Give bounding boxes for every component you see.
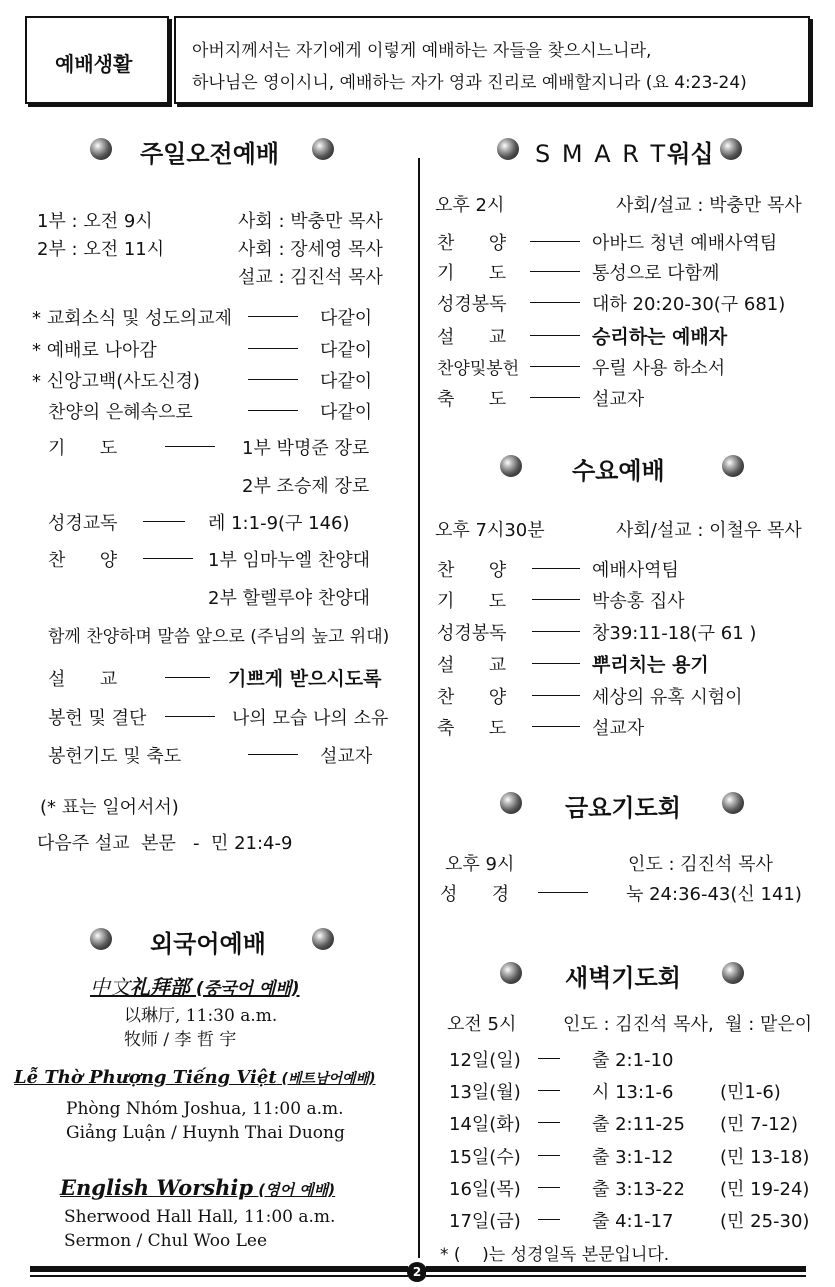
friday-scripture-label: 성 경 [440,884,510,905]
chinese-title-b: 礼拜部 [130,975,190,999]
smart-title-b: 워십 [667,140,714,168]
dawn-day: 12일(일) [449,1050,521,1071]
bullet-icon [90,138,112,160]
wed-item-value: 창39:11-18(구 61 ) [592,623,757,644]
dash [532,663,580,664]
dash [530,241,580,242]
english-pastor: Sermon / Chul Woo Lee [64,1231,268,1251]
friday-scripture: 눅 24:36-43(신 141) [626,884,802,905]
smart-item-value: 아바드 청년 예배사역팀 [592,233,778,254]
english-service-title [60,1175,335,1200]
dawn-text: 시 13:1-6 [592,1082,674,1103]
dawn-day: 16일(목) [449,1179,521,1200]
dawn-extra: (민 13-18) [720,1147,810,1168]
dash [538,892,588,893]
bullet-icon [722,962,744,984]
service-2: 2부 : 오전 11시 [37,239,165,260]
reading: 레 1:1-9(구 146) [208,513,350,534]
prayer-1: 1부 박명준 장로 [242,438,370,459]
friday-leader: 인도 : 김진석 목사 [628,854,773,875]
praise-2: 2부 할렐루야 찬양대 [208,588,370,609]
smart-item-label: 성경봉독 [437,294,507,315]
dawn-extra: (민1-6) [720,1082,781,1103]
benediction-label: 봉헌기도 및 축도 [48,746,182,767]
wed-item-label: 찬 양 [437,560,507,581]
footer-rule-right [426,1266,806,1272]
smart-title [535,134,714,169]
wed-item-value: 세상의 유혹 시험이 [592,687,743,708]
smart-item-value: 대하 20:20-30(구 681) [592,294,786,315]
smart-item-label: 축 도 [437,389,507,410]
dash [530,271,580,272]
dawn-extra: (민 7-12) [720,1114,799,1135]
chinese-title-a: 中文 [90,975,130,999]
chinese-service-title [90,971,300,1000]
column-divider [418,158,420,1258]
dash [248,410,298,411]
chinese-place: 以琳厅, 11:30 a.m. [124,1006,278,1026]
dawn-time: 오전 5시 [447,1014,517,1035]
english-place: Sherwood Hall Hall, 11:00 a.m. [64,1207,336,1227]
dawn-day: 15일(수) [449,1147,521,1168]
wednesday-title: 수요예배 [572,457,665,485]
order-item-label: * 예배로 나아감 [32,340,157,361]
footer-rule-left [30,1266,408,1272]
vietnamese-pastor: Giảng Luận / Huynh Thai Duong [66,1123,345,1143]
dash [248,754,298,755]
dawn-day: 14일(화) [449,1114,521,1135]
dash [165,446,215,447]
dash [538,1187,560,1188]
sunday-title: 주일오전예배 [140,140,280,168]
friday-title: 금요기도회 [565,794,681,822]
friday-time: 오후 9시 [445,854,515,875]
english-title-b: (영어 예배) [253,1181,336,1199]
leader-2: 사회 : 장세영 목사 [238,239,383,260]
dash [248,379,298,380]
dawn-text: 출 3:13-22 [592,1179,685,1200]
order-item-label: * 교회소식 및 성도의교제 [32,308,233,329]
dash [532,568,580,569]
dawn-text: 출 2:11-25 [592,1114,685,1135]
vietnamese-service-title [14,1067,376,1088]
english-title-a: English Worship [60,1175,254,1200]
smart-item-label: 찬 양 [437,233,507,254]
dash [530,366,580,367]
dash [538,1122,560,1123]
dawn-day: 13일(월) [449,1082,521,1103]
foreign-title: 외국어예배 [150,930,266,958]
dash [532,726,580,727]
order-item-value: 다같이 [320,371,373,392]
bullet-icon [500,792,522,814]
dawn-text: 출 3:1-12 [592,1147,674,1168]
smart-item-value: 우릴 사용 하소서 [592,358,726,379]
benediction: 설교자 [320,746,373,767]
wednesday-leader: 사회/설교 : 이철우 목사 [616,520,802,541]
wed-item-label: 기 도 [437,591,507,612]
standing-note: (* 표는 일어서서) [40,797,179,818]
offering: 나의 모습 나의 소유 [232,708,389,729]
dawn-text: 출 4:1-17 [592,1211,674,1232]
prayer-label: 기 도 [48,438,118,459]
chinese-pastor: 牧师 / 李 哲 宇 [124,1030,237,1050]
dawn-extra: (민 25-30) [720,1211,810,1232]
verse-line-2: 하나님은 영이시니, 예배하는 자가 영과 진리로 예배할지니라 (요 4:23-24) [192,73,747,93]
bullet-icon [500,455,522,477]
praise-label: 찬 양 [48,550,118,571]
wed-item-label: 성경봉독 [437,623,507,644]
dash [538,1219,560,1220]
smart-item-label: 설 교 [437,327,507,348]
vietnamese-title-a: Lễ Thờ Phượng Tiếng Việt [14,1067,277,1088]
order-item-label: * 신앙고백(사도신경) [32,371,200,392]
smart-time: 오후 2시 [435,195,505,216]
offering-label: 봉헌 및 결단 [48,708,147,729]
wed-item-label: 설 교 [437,655,507,676]
dash [538,1155,560,1156]
dash [165,677,210,678]
dash [532,695,580,696]
dawn-day: 17일(금) [449,1211,521,1232]
together: 함께 찬양하며 말씀 앞으로 (주님의 높고 위대) [48,627,390,647]
dash [143,558,193,559]
smart-sermon: 승리하는 예배자 [592,326,728,348]
dawn-note: * ( )는 성경일독 본문입니다. [440,1245,670,1265]
wed-item-label: 찬 양 [437,687,507,708]
dash [532,599,580,600]
smart-title-a: S M A R T [535,140,668,168]
smart-leader: 사회/설교 : 박충만 목사 [616,195,802,216]
wed-item-label: 축 도 [437,718,507,739]
prayer-2: 2부 조승제 장로 [242,476,370,497]
bullet-icon [500,962,522,984]
vietnamese-title-b: (베트남어예배) [276,1071,376,1087]
wed-sermon: 뿌리치는 용기 [592,654,709,676]
sermon-title: 기쁘게 받으시도록 [228,668,382,690]
vietnamese-place: Phòng Nhóm Joshua, 11:00 a.m. [66,1099,344,1119]
smart-item-value: 통성으로 다함께 [592,263,720,284]
dash [530,335,580,336]
reading-label: 성경교독 [48,513,118,534]
verse-line-1: 아버지께서는 자기에게 이렇게 예배하는 자들을 찾으시느니라, [192,41,652,61]
praise-1: 1부 임마누엘 찬양대 [208,550,370,571]
sermon-label: 설 교 [48,669,118,690]
bullet-icon [497,138,519,160]
dawn-text: 출 2:1-10 [592,1050,674,1071]
leader-1: 사회 : 박충만 목사 [238,211,383,232]
header-label-box [25,16,169,104]
header-label: 예배생활 [55,52,133,76]
wed-item-value: 예배사역팀 [592,560,679,581]
bullet-icon [312,928,334,950]
order-item-label: 찬양의 은혜속으로 [48,402,193,423]
order-item-value: 다같이 [320,340,373,361]
smart-item-label: 찬양및봉헌 [437,359,520,379]
dash [538,1058,560,1059]
header-verse-box [174,16,810,104]
dash [532,631,580,632]
page-number: 2 [412,1265,422,1279]
page-number-badge [407,1262,427,1282]
dash [530,397,580,398]
dash [248,348,298,349]
bullet-icon [722,792,744,814]
wed-item-value: 설교자 [592,718,645,739]
preacher: 설교 : 김진석 목사 [238,267,383,288]
bullet-icon [720,138,742,160]
next-sermon: 다음주 설교 본문 - 민 21:4-9 [37,833,293,854]
service-1: 1부 : 오전 9시 [37,211,153,232]
dawn-extra: (민 19-24) [720,1179,810,1200]
dash [165,716,215,717]
bullet-icon [722,455,744,477]
order-item-value: 다같이 [320,308,373,329]
dash [143,521,185,522]
dash [538,1090,560,1091]
dawn-leader: 인도 : 김진석 목사, 월 : 맡은이 [563,1014,813,1035]
wednesday-time: 오후 7시30분 [435,520,545,541]
wed-item-value: 박송홍 집사 [592,591,685,612]
order-item-value: 다같이 [320,402,373,423]
smart-item-label: 기 도 [437,263,507,284]
bullet-icon [90,928,112,950]
dawn-title: 새벽기도회 [565,964,681,992]
smart-item-value: 설교자 [592,389,645,410]
dash [530,302,580,303]
chinese-title-c: (중국어 예배) [190,979,300,999]
dash [248,316,298,317]
bullet-icon [312,138,334,160]
